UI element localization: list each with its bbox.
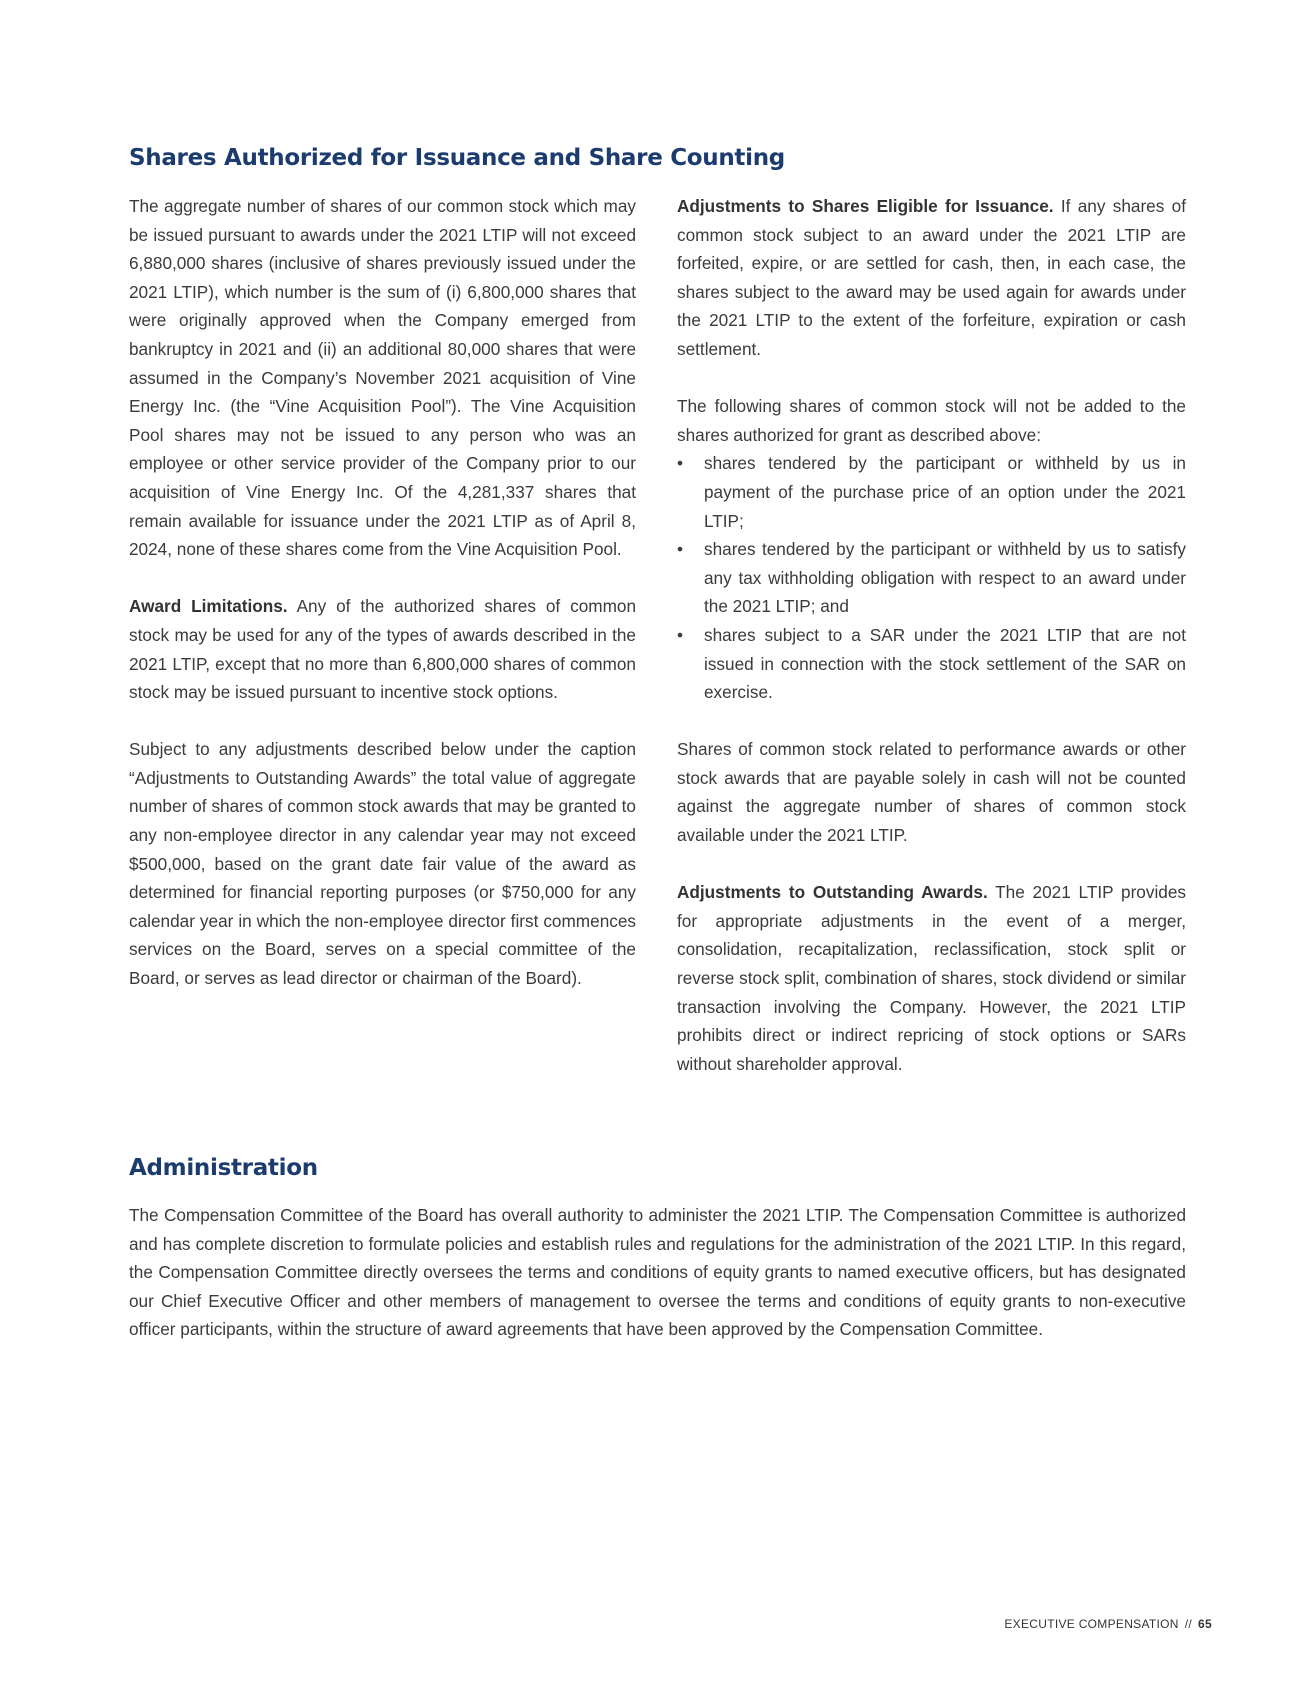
not-added-list xyxy=(677,449,1186,706)
footer-separator: // xyxy=(1184,1617,1193,1631)
page-footer xyxy=(1004,1617,1212,1631)
paragraph-not-added-intro: The following shares of common stock will not be added to the shares authorized for grant as described above: xyxy=(677,396,1186,445)
list-item: • shares tendered by the participant or withheld by us to satisfy any tax withholding obligation with respect to an award under the 2021 LTIP; and xyxy=(677,535,1186,621)
paragraph-award-limitations xyxy=(129,592,636,706)
award-limitations-text: Any of the authorized shares of common stock may be used for any of the types of awards described in the 2021 LTIP, except that no more than 6,800,000 shares of common stock may be issued pursuant to incentive stock options. xyxy=(129,596,637,703)
paragraph-administration: The Compensation Committee of the Board has overall authority to administer the 2021 LTIP. The Compensation Committee is authorized and has complete discretion to formulate policies and establish rules and regulations for the administration of the 2021 LTIP. In this regard, the Compensation Committee directly oversees the terms and conditions of equity grants to named executive officers, but has designated our Chief Executive Officer and other members of management to oversee the terms and conditions of equity grants to non-executive officer participants, within the structure of award agreements that have been approved by the Compensation Committee. xyxy=(129,1205,1186,1340)
award-limitations-lead: Award Limitations. xyxy=(129,596,288,617)
left-column xyxy=(129,192,636,993)
adjustments-eligible-text: If any shares of common stock subject to an award under the 2021 LTIP are forfeited, expire, or are settled for cash, then, in each case, the shares subject to the award may be used again for awards under the 2021 LTIP to the extent of the forfeiture, expiration or cash settlement. xyxy=(677,196,1186,359)
list-item: • shares tendered by the participant or withheld by us in payment of the purchase price of an option under the 2021 LTIP; xyxy=(677,449,1186,535)
paragraph-adjustments-eligible xyxy=(677,192,1186,364)
section-title-administration: Administration xyxy=(129,1155,318,1181)
right-column xyxy=(677,192,1186,1078)
paragraph-director-limit: Subject to any adjustments described below under the caption “Adjustments to Outstanding Awards” the total value of aggregate number of shares of common stock awards that may be granted to any non-employee director in any calendar year may not exceed $500,000, based on the grant date fair value of the award as determined for financial reporting purposes (or $750,000 for any calendar year in which the non-employee director first commences services on the Board, serves on a special committee of the Board, or serves as lead director or chairman of the Board). xyxy=(129,739,636,989)
footer-section-label: EXECUTIVE COMPENSATION xyxy=(1004,1617,1179,1631)
paragraph-cash-awards: Shares of common stock related to performance awards or other stock awards that are payable solely in cash will not be counted against the aggregate number of shares of common stock available under the 2021 LTIP. xyxy=(677,739,1186,846)
adjustments-outstanding-text: The 2021 LTIP provides for appropriate adjustments in the event of a merger, consolidation, recapitalization, reclassification, stock split or reverse stock split, combination of shares, stock dividend or similar transaction involving the Company. However, the 2021 LTIP prohibits direct or indirect repricing of stock options or SARs without shareholder approval. xyxy=(677,882,1186,1074)
page-number: 65 xyxy=(1198,1617,1212,1631)
paragraph-aggregate-shares: The aggregate number of shares of our common stock which may be issued pursuant to awards under the 2021 LTIP will not exceed 6,880,000 shares (inclusive of shares previously issued under the 2021 LTIP), which number is the sum of (i) 6,800,000 shares that were originally approved when the Company emerged from bankruptcy in 2021 and (ii) an additional 80,000 shares that were assumed in the Company’s November 2021 acquisition of Vine Energy Inc. (the “Vine Acquisition Pool”). The Vine Acquisition Pool shares may not be issued to any person who was an employee or other service provider of the Company prior to our acquisition of Vine Energy Inc. Of the 4,281,337 shares that remain available for issuance under the 2021 LTIP as of April 8, 2024, none of these shares come from the Vine Acquisition Pool. xyxy=(129,196,636,560)
adjustments-eligible-lead: Adjustments to Shares Eligible for Issuance. xyxy=(677,196,1054,216)
paragraph-adjustments-outstanding xyxy=(677,878,1186,1078)
list-item: • shares subject to a SAR under the 2021 LTIP that are not issued in connection with the stock settlement of the SAR on exercise. xyxy=(677,621,1186,707)
adjustments-outstanding-lead: Adjustments to Outstanding Awards. xyxy=(677,882,988,903)
section-title-shares: Shares Authorized for Issuance and Share Counting xyxy=(129,145,785,171)
